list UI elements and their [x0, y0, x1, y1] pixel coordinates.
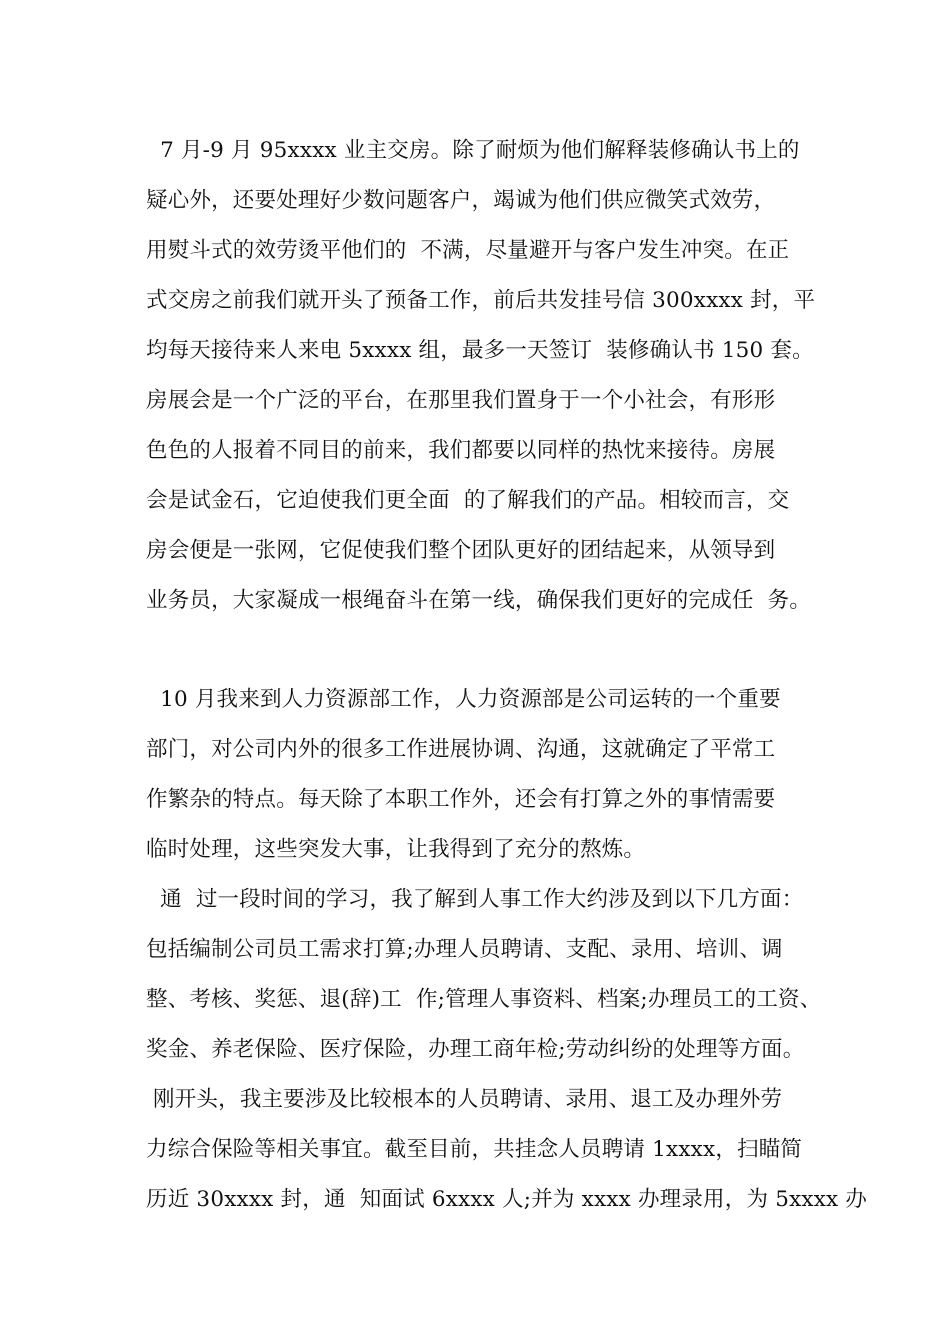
paragraph-1-line-4: 式交房之前我们就开头了预备工作，前后共发挂号信 300xxxx 封，平	[146, 288, 816, 313]
paragraph-1-line-2: 疑心外，还要处理好少数问题客户，竭诚为他们供应微笑式效劳，	[146, 188, 776, 213]
paragraph-1-line-10: 业务员，大家凝成一根绳奋斗在第一线，确保我们更好的完成任 务。	[146, 588, 812, 613]
paragraph-1-line-7: 色色的人报着不同目的前来，我们都要以同样的热忱来接待。房展	[146, 438, 776, 463]
paragraph-2-line-3: 作繁杂的特点。每天除了本职工作外，还会有打算之外的事情需要	[146, 787, 776, 812]
paragraph-2-line-2: 部门，对公司内外的很多工作进展协调、沟通，这就确定了平常工	[146, 737, 776, 762]
paragraph-1-line-1: 7 月-9 月 95xxxx 业主交房。除了耐烦为他们解释装修确认书上的	[146, 138, 800, 163]
paragraph-3-line-2: 包括编制公司员工需求打算;办理人员聘请、支配、录用、培训、调	[146, 937, 783, 962]
paragraph-3-line-6: 力综合保险等相关事宜。截至目前，共挂念人员聘请 1xxxx，扫瞄简	[146, 1137, 803, 1162]
paragraph-3-line-1: 通 过一段时间的学习，我了解到人事工作大约涉及到以下几方面：	[146, 887, 804, 912]
paragraph-3-line-4: 奖金、养老保险、医疗保险，办理工商年检;劳动纠纷的处理等方面。	[146, 1037, 805, 1062]
paragraph-1-line-8: 会是试金石，它迫使我们更全面 的了解我们的产品。相较而言，交	[146, 488, 790, 513]
paragraph-1-line-5: 均每天接待来人来电 5xxxx 组，最多一天签订 装修确认书 150 套。	[146, 338, 814, 363]
paragraph-3-line-7: 历近 30xxxx 封，通 知面试 6xxxx 人;并为 xxxx 办理录用，为 5xxxx 办	[146, 1187, 868, 1212]
paragraph-2-line-4: 临时处理，这些突发大事，让我得到了充分的熬炼。	[146, 837, 646, 862]
paragraph-2-line-1: 10 月我来到人力资源部工作，人力资源部是公司运转的一个重要	[146, 687, 781, 712]
paragraph-3-line-3: 整、考核、奖惩、退(辞)工 作;管理人事资料、档案;办理员工的工资、	[146, 987, 822, 1012]
paragraph-1-line-9: 房会便是一张网，它促使我们整个团队更好的团结起来，从领导到	[146, 538, 776, 563]
paragraph-3-line-5: 刚开头，我主要涉及比较根本的人员聘请、录用、退工及办理外劳	[146, 1087, 783, 1112]
paragraph-1-line-6: 房展会是一个广泛的平台，在那里我们置身于一个小社会，有形形	[146, 388, 776, 413]
paragraph-1-line-3: 用熨斗式的效劳烫平他们的 不满，尽量避开与客户发生冲突。在正	[146, 238, 790, 263]
